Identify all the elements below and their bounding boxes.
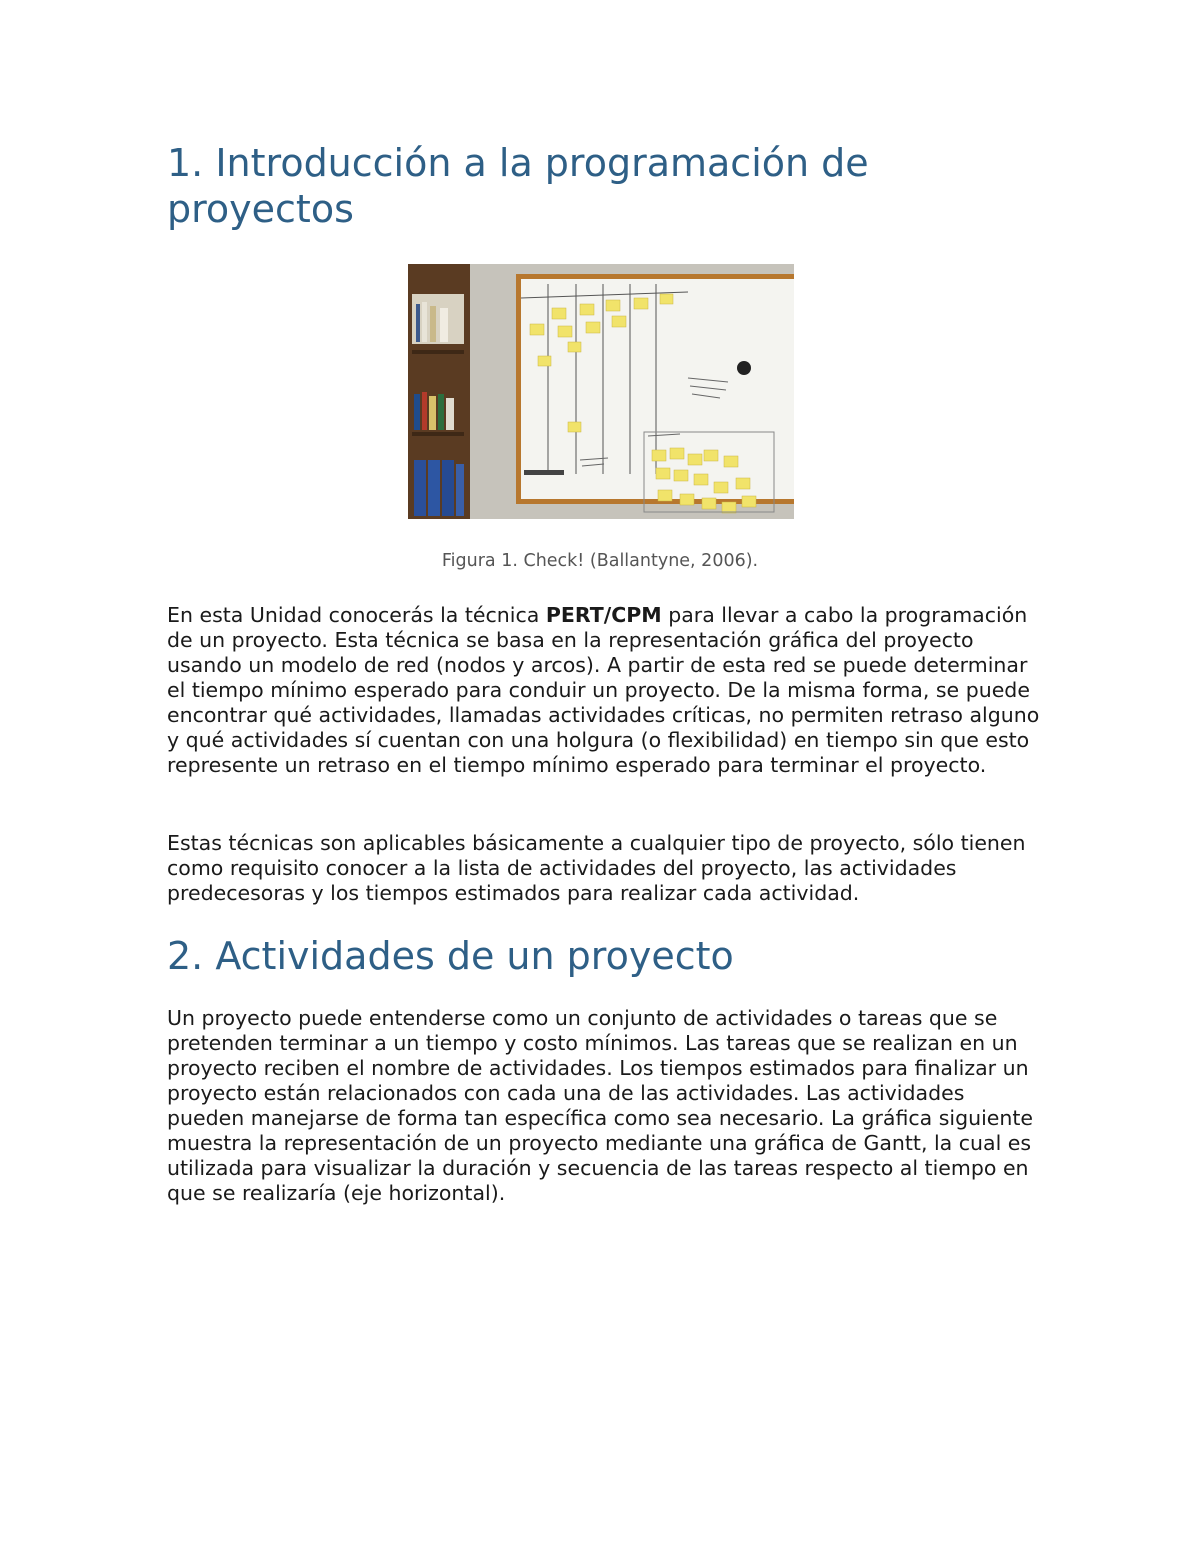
figure-caption: Figura 1. Check! (Ballantyne, 2006). bbox=[441, 551, 759, 571]
activities-paragraph: Un proyecto puede entenderse como un conjunto de actividades o tareas que se pretenden terminar a un tiempo y costo mínimos. Las tareas que se realizan en un proyecto reciben el nombre de actividades. Los tiempos estimados para finalizar un proyecto están relacionados con cada una de las actividades. Las actividades pueden manejarse de forma tan específica como sea necesario. La gráfica siguiente muestra la representación de un proyecto mediante una gráfica de Gantt, la cual es utilizada para visualizar la duración y secuencia de las tareas respecto al tiempo en que se realizaría (eje horizontal). bbox=[167, 1006, 1034, 1205]
section-2-heading: 2. Actividades de un proyecto bbox=[167, 934, 734, 978]
intro-paragraph-1-end: para llevar a cabo la programación de un proyecto. Esta técnica se basa en la representación gráfica del proyecto usando un modelo de red (nodos y arcos). A partir de esta red se puede determinar el tiempo mínimo esperado para conduir un proyecto. De la misma forma, se puede encontrar qué actividades, llamadas actividades críticas, no permiten retraso alguno y qué actividades sí cuentan con una holgura (o flexibilidad) en tiempo sin que esto represente un retraso en el tiempo mínimo esperado para terminar el proyecto. bbox=[167, 603, 1040, 777]
intro-paragraph-1-start: En esta Unidad conocerás la técnica bbox=[167, 603, 546, 627]
intro-paragraph-1 bbox=[167, 603, 1047, 778]
pert-cpm-term: PERT/CPM bbox=[545, 603, 662, 627]
section-1-heading: 1. Introducción a la programación de proyectos bbox=[167, 141, 869, 231]
whiteboard-photo bbox=[408, 264, 794, 519]
intro-paragraph-2: Estas técnicas son aplicables básicamente a cualquier tipo de proyecto, sólo tienen como requisito conocer a la lista de actividades del proyecto, las actividades predecesoras y los tiempos estimados para realizar cada actividad. bbox=[167, 831, 1026, 905]
